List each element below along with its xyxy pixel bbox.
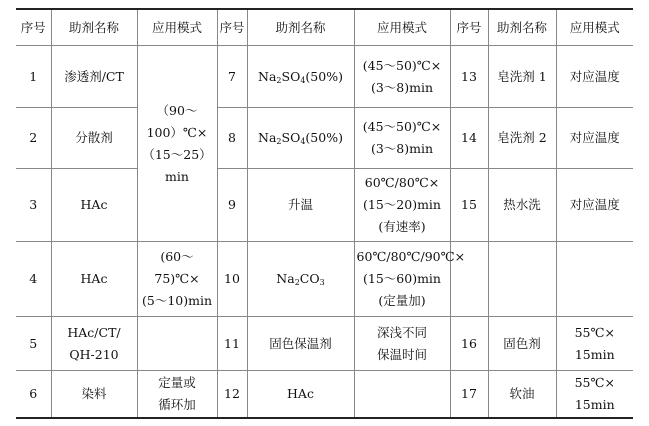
mode-line: (45～50)℃× — [362, 57, 442, 73]
application-mode — [354, 317, 450, 371]
table-row — [16, 317, 633, 371]
mode-line: min — [165, 168, 189, 184]
header-row — [16, 9, 633, 46]
mode-line: 55℃× — [574, 324, 615, 340]
row-index: 6 — [16, 371, 51, 418]
name-line: HAc/CT/ — [67, 324, 121, 340]
header-mode-3: 应用模式 — [556, 9, 633, 46]
application-mode — [354, 242, 466, 317]
formula-subscript: 2 — [276, 75, 282, 85]
mode-line: (60～75)℃× — [154, 249, 200, 286]
auxiliary-name: 软油 — [488, 371, 556, 418]
mode-line: (5～10)min — [141, 293, 212, 308]
application-mode: 对应温度 — [556, 108, 633, 169]
auxiliary-name — [247, 242, 354, 317]
mode-line: (定量加) — [378, 293, 426, 308]
auxiliary-name — [51, 317, 137, 371]
auxiliary-name — [247, 46, 354, 108]
mode-line: 55℃× — [574, 374, 615, 390]
auxiliary-name: HAc — [51, 169, 137, 242]
formula-part: SO — [281, 130, 301, 145]
mode-line: 15min — [574, 346, 615, 362]
auxiliary-name: 升温 — [247, 169, 354, 242]
mode-line: (45～50)℃× — [362, 119, 442, 134]
mode-line: 深浅不同 — [376, 324, 427, 340]
auxiliary-name: 固色保温剂 — [247, 317, 354, 371]
application-mode — [354, 169, 450, 242]
auxiliary-name: HAc — [247, 371, 354, 418]
auxiliary-name — [488, 242, 556, 317]
row-index: 17 — [450, 371, 488, 418]
formula-subscript: 3 — [319, 278, 325, 287]
header-mode-1: 应用模式 — [137, 9, 217, 46]
table-row — [16, 242, 633, 317]
table-row — [16, 371, 633, 418]
mode-line: （15～25） — [142, 146, 212, 162]
header-name-3: 助剂名称 — [488, 9, 556, 46]
mode-line: 15min — [574, 396, 615, 412]
row-index: 8 — [217, 108, 247, 169]
row-index: 10 — [217, 242, 247, 317]
application-mode: 对应温度 — [556, 46, 633, 108]
row-index: 4 — [16, 242, 51, 317]
application-mode — [354, 46, 450, 108]
mode-line: 100）℃× — [146, 124, 208, 140]
auxiliary-name: 分散剂 — [51, 108, 137, 169]
header-index-2: 序号 — [217, 9, 247, 46]
application-mode-merged — [137, 46, 217, 242]
auxiliary-name: 染料 — [51, 371, 137, 418]
table-row — [16, 46, 633, 108]
auxiliary-name: 皂洗剂 1 — [488, 46, 556, 108]
formula-subscript: 4 — [300, 75, 306, 85]
auxiliary-name: 热水洗 — [488, 169, 556, 242]
row-index: 11 — [217, 317, 247, 371]
auxiliary-name: 固色剂 — [488, 317, 556, 371]
mode-line: 60℃/80℃× — [364, 175, 440, 190]
auxiliary-name: 皂洗剂 2 — [488, 108, 556, 169]
row-index: 5 — [16, 317, 51, 371]
row-index: 15 — [450, 169, 488, 242]
auxiliary-name: 渗透剂/CT — [51, 46, 137, 108]
formula-part: Na — [258, 68, 277, 84]
formula-part: CO — [299, 271, 320, 286]
formula-part: (50%) — [305, 130, 343, 145]
row-index: 9 — [217, 169, 247, 242]
mode-line: 定量或 — [158, 374, 196, 390]
application-mode: 对应温度 — [556, 169, 633, 242]
row-index: 12 — [217, 371, 247, 418]
formula-subscript: 4 — [300, 137, 306, 146]
application-mode — [354, 371, 450, 418]
row-index: 2 — [16, 108, 51, 169]
application-mode — [556, 242, 633, 317]
auxiliary-application-table — [16, 8, 633, 419]
table-row — [16, 108, 633, 169]
formula-part: (50%) — [305, 68, 343, 84]
header-name-2: 助剂名称 — [247, 9, 354, 46]
application-mode — [556, 371, 633, 418]
formula-part: SO — [281, 68, 301, 84]
application-mode — [137, 317, 217, 371]
formula-subscript: 2 — [294, 278, 300, 287]
application-mode — [137, 371, 217, 418]
mode-line: 60℃/80℃/90℃× — [356, 249, 466, 264]
formula-part: Na — [258, 130, 277, 145]
header-mode-2: 应用模式 — [354, 9, 450, 46]
mode-line: (15～60)min — [363, 271, 441, 286]
table-row — [16, 169, 633, 242]
header-index-1: 序号 — [16, 9, 51, 46]
formula-subscript: 2 — [276, 137, 282, 146]
mode-line: 保温时间 — [376, 346, 427, 362]
row-index: 14 — [450, 108, 488, 169]
row-index: 16 — [450, 317, 488, 371]
row-index: 3 — [16, 169, 51, 242]
mode-line: (15～20)min — [363, 197, 441, 212]
mode-line: (有速率) — [378, 219, 426, 234]
application-mode — [354, 108, 450, 169]
auxiliary-name: HAc — [51, 242, 137, 317]
mode-line: （90～ — [156, 102, 198, 118]
application-mode — [556, 317, 633, 371]
mode-line: (3～8)min — [370, 79, 434, 95]
row-index: 1 — [16, 46, 51, 108]
formula-part: Na — [276, 271, 295, 286]
application-mode — [137, 242, 217, 317]
row-index: 7 — [217, 46, 247, 108]
header-name-1: 助剂名称 — [51, 9, 137, 46]
header-index-3: 序号 — [450, 9, 488, 46]
auxiliary-name — [247, 108, 354, 169]
name-line: QH-210 — [69, 346, 119, 362]
row-index: 13 — [450, 46, 488, 108]
mode-line: 循环加 — [158, 396, 196, 412]
mode-line: (3～8)min — [370, 141, 434, 156]
